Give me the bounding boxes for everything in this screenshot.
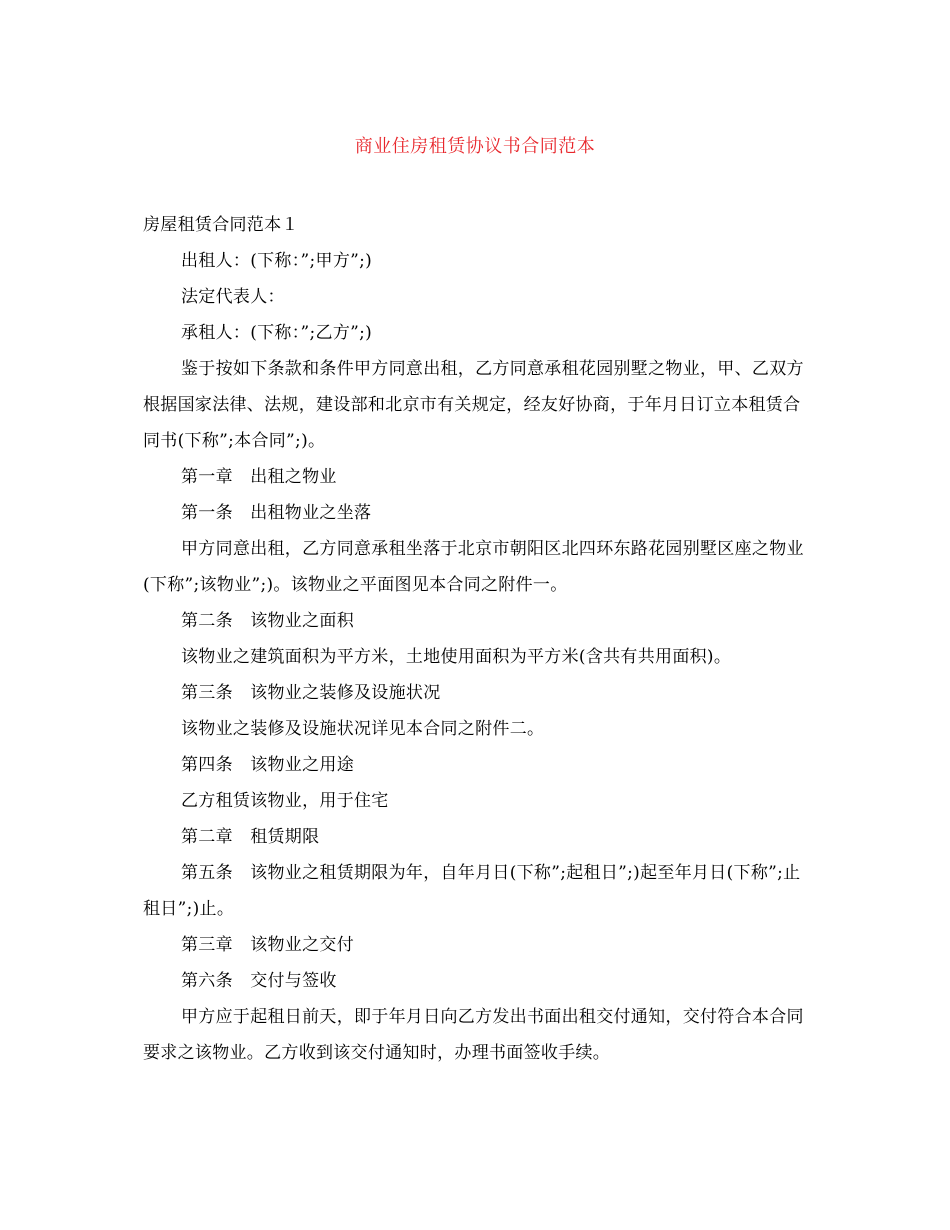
paragraph: 第二章 租赁期限 [181, 827, 320, 847]
paragraph: 第一条 出租物业之坐落 [181, 503, 372, 523]
paragraph: 第二条 该物业之面积 [181, 611, 354, 631]
paragraph: 出租人：(下称：”;甲方”;) [181, 251, 373, 271]
paragraph: 该物业之建筑面积为平方米，土地使用面积为平方米(含共有共用面积)。 [181, 647, 732, 667]
paragraph: 第一章 出租之物业 [181, 467, 337, 487]
paragraph: 甲方同意出租，乙方同意承租坐落于北京市朝阳区北四环东路花园别墅区座之物业(下称”;该物业”;)。该物业之平面图见本合同之附件一。 [143, 539, 804, 595]
document-title: 商业住房租赁协议书合同范本 [354, 136, 596, 157]
paragraph: 第六条 交付与签收 [181, 971, 337, 991]
paragraph: 乙方租赁该物业，用于住宅 [181, 791, 389, 811]
paragraph: 承租人：(下称：”;乙方”;) [181, 323, 373, 343]
paragraph: 房屋租赁合同范本１ [143, 215, 299, 235]
paragraph: 鉴于按如下条款和条件甲方同意出租，乙方同意承租花园别墅之物业，甲、乙双方根据国家法律、法规，建设部和北京市有关规定，经友好协商，于年月日订立本租赁合同书(下称”;本合同”;)。 [143, 359, 804, 451]
paragraph: 第三章 该物业之交付 [181, 935, 354, 955]
paragraph: 第五条 该物业之租赁期限为年，自年月日(下称”;起租日”;)起至年月日(下称”;止租日”;)止。 [143, 863, 801, 919]
paragraph: 甲方应于起租日前天，即于年月日向乙方发出书面出租交付通知，交付符合本合同要求之该物业。乙方收到该交付通知时，办理书面签收手续。 [143, 1007, 804, 1063]
paragraph: 法定代表人： [181, 287, 285, 307]
paragraph: 第三条 该物业之装修及设施状况 [181, 683, 441, 703]
document-body [143, 207, 807, 1071]
paragraph: 第四条 该物业之用途 [181, 755, 354, 775]
paragraph: 该物业之装修及设施状况详见本合同之附件二。 [181, 719, 545, 739]
